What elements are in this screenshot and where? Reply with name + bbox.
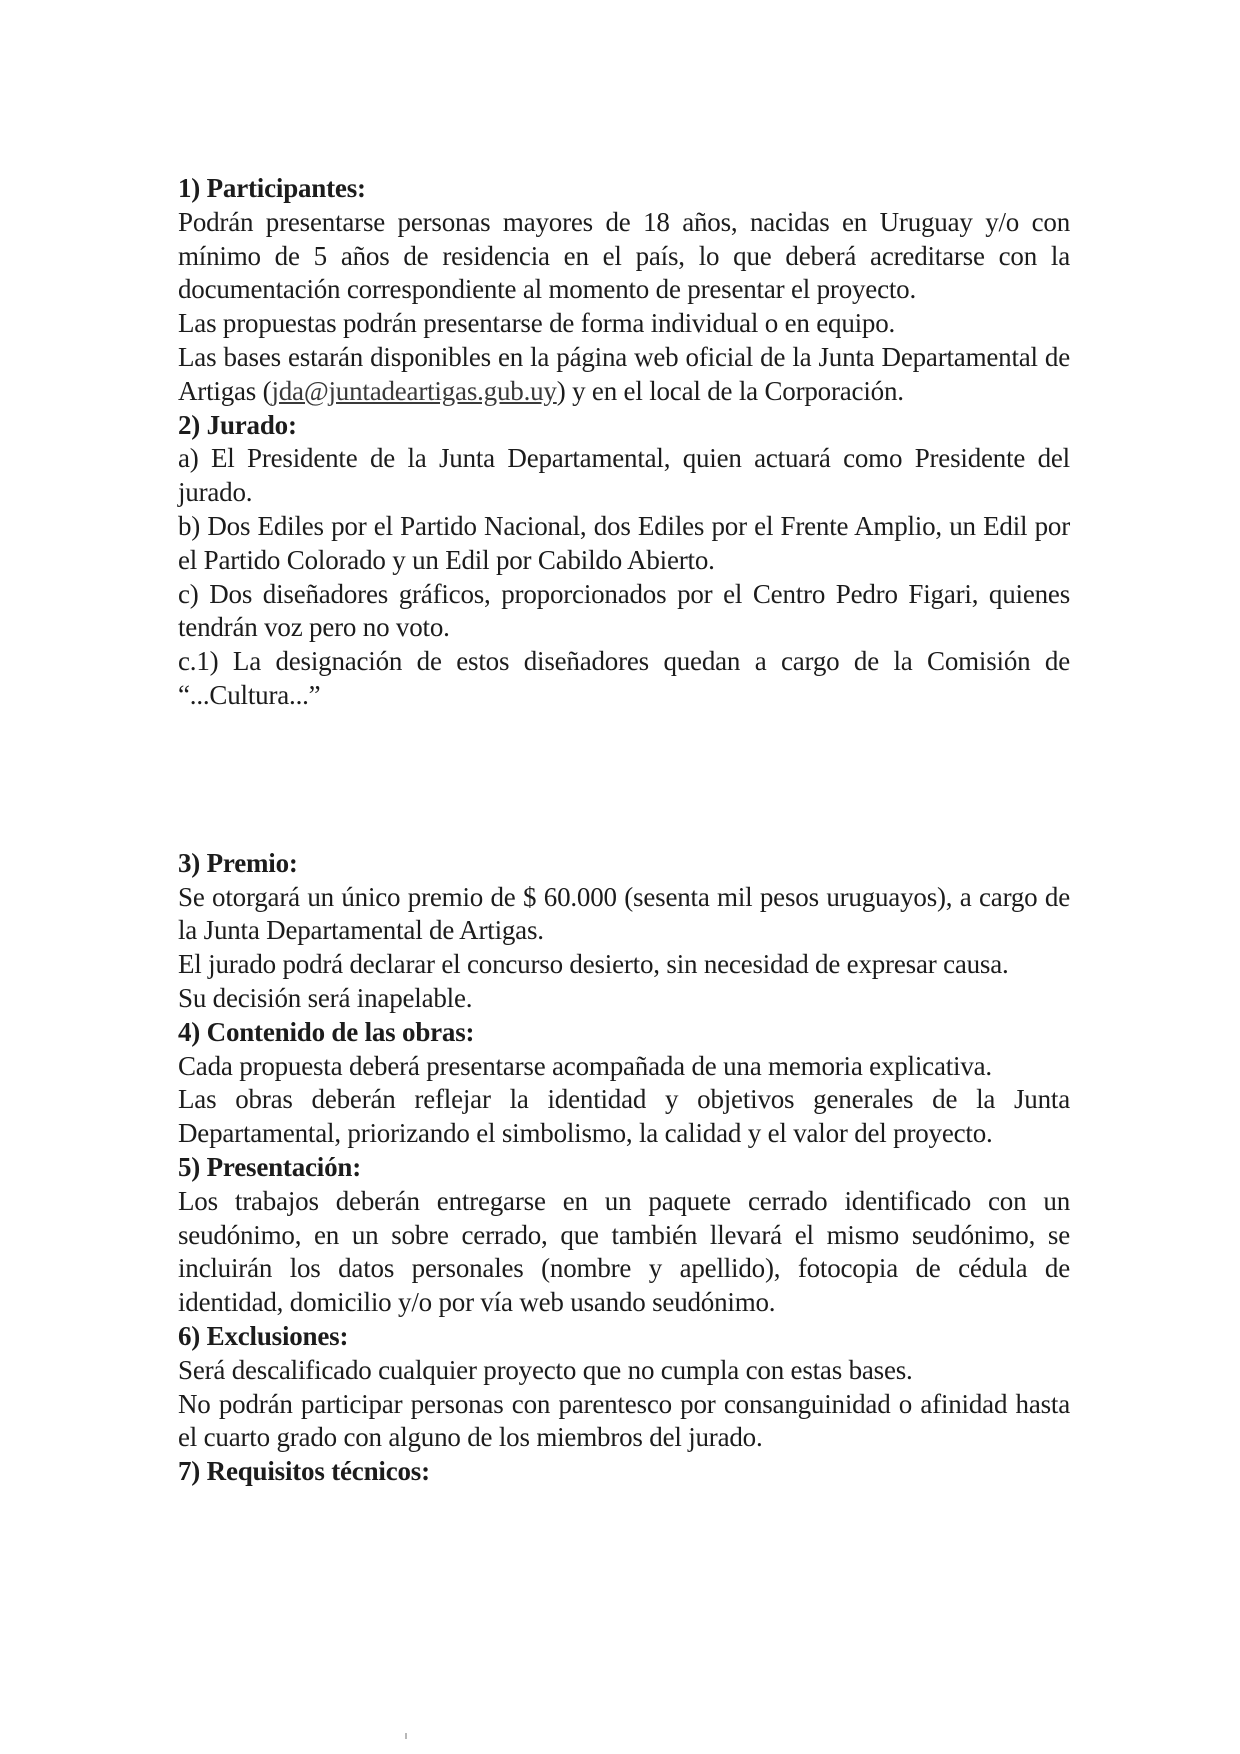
paragraph: Las propuestas podrán presentarse de forma individual o en equipo. [178,308,896,339]
paragraph: No podrán participar personas con parentesco por consanguinidad o afinidad hasta el cuarto grado con alguno de los miembros del jurado. [178,1388,1070,1453]
paragraph-text: Las bases estarán disponibles en la página web oficial de la Junta Departamental de Artigas ( [178,341,1070,406]
blank-space [178,713,1070,847]
paragraph: b) Dos Ediles por el Partido Nacional, dos Ediles por el Frente Amplio, un Edil por el Partido Colorado y un Edil por Cabildo Abierto. [178,510,1070,575]
section-heading: 2) Jurado: [178,409,297,440]
section-jurado [178,409,1070,713]
paragraph: Su decisión será inapelable. [178,982,473,1013]
paragraph: Se otorgará un único premio de $ 60.000 (sesenta mil pesos uruguayos), a cargo de la Junta Departamental de Artigas. [178,881,1070,946]
section-heading: 3) Premio: [178,847,298,878]
section-exclusiones [178,1320,1070,1455]
paragraph: Cada propuesta deberá presentarse acompañada de una memoria explicativa. [178,1050,992,1081]
section-premio [178,847,1070,1016]
section-presentacion [178,1151,1070,1320]
paragraph: c.1) La designación de estos diseñadores quedan a cargo de la Comisión de “...Cultura...” [178,646,1070,710]
section-heading: 4) Contenido de las obras: [178,1016,475,1047]
paragraph: Podrán presentarse personas mayores de 18 años, nacidas en Uruguay y/o con mínimo de 5 años de residencia en el país, lo que deberá acreditarse con la documentación correspondiente al momento de presentar el proyecto. [178,206,1070,305]
paragraph-web-availability [178,341,1070,409]
section-contenido-obras [178,1016,1070,1151]
paragraph: El jurado podrá declarar el concurso desierto, sin necesidad de expresar causa. [178,949,1009,980]
email-link[interactable]: jda@juntadeartigas.gub.uy [271,375,557,406]
section-heading: 1) Participantes: [178,173,366,203]
paragraph: a) El Presidente de la Junta Departamental, quien actuará como Presidente del jurado. [178,443,1070,508]
section-participantes [178,172,1070,409]
paragraph: Los trabajos deberán entregarse en un paquete cerrado identificado con un seudónimo, en un sobre cerrado, que también llevará el mismo seudónimo, se incluirán los datos personales (nombre y apellido), fotocopia de cédula de identidad, domicilio y/o por vía web usando seudónimo. [178,1185,1070,1318]
paragraph-text: ) y en el local de la Corporación. [556,375,904,406]
section-heading: 5) Presentación: [178,1151,362,1182]
section-heading: 7) Requisitos técnicos: [178,1456,430,1487]
paragraph: c) Dos diseñadores gráficos, proporcionados por el Centro Pedro Figari, quienes tendrán voz pero no voto. [178,578,1070,643]
paragraph: Será descalificado cualquier proyecto que no cumpla con estas bases. [178,1354,913,1385]
section-requisitos-tecnicos [178,1455,1070,1489]
paragraph: Las obras deberán reflejar la identidad y objetivos generales de la Junta Departamental, priorizando el simbolismo, la calidad y el valor del proyecto. [178,1084,1070,1149]
section-heading: 6) Exclusiones: [178,1320,349,1351]
scan-artifact-mark [405,1733,407,1739]
document-page [178,172,1070,1489]
